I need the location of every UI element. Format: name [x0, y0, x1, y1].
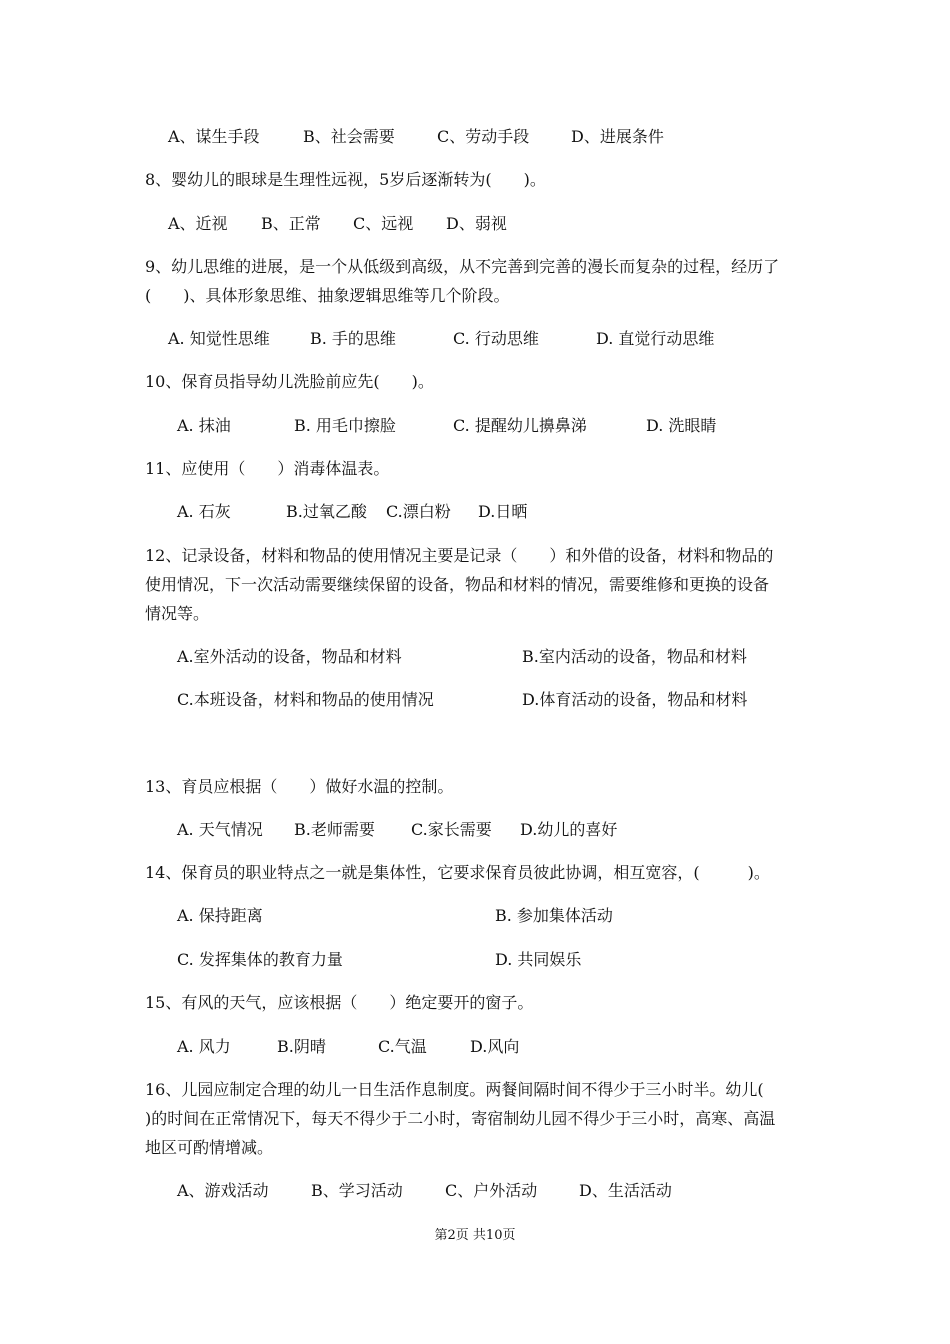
option-a: A. 知觉性思维 [168, 329, 270, 348]
question-stem-line-2: ( )、具体形象思维、抽象逻辑思维等几个阶段。 [145, 286, 510, 305]
option-a: A. 保持距离 [177, 906, 263, 925]
option-a: A、近视 [168, 214, 228, 233]
option-b: B.过氧乙酸 [286, 502, 367, 521]
option-a: A、游戏活动 [177, 1181, 269, 1200]
option-d: D. 洗眼睛 [646, 416, 717, 435]
question-stem-line-2: )的时间在正常情况下，每天不得少于二小时，寄宿制幼儿园不得少于三小时，高寒、高温 [145, 1109, 776, 1128]
option-c: C.本班设备，材料和物品的使用情况 [177, 690, 434, 709]
option-a: A.室外活动的设备，物品和材料 [177, 647, 402, 666]
option-c: C、远视 [353, 214, 414, 233]
option-d: D、进展条件 [571, 127, 664, 146]
option-b: B.老师需要 [294, 820, 375, 839]
option-b: B. 参加集体活动 [495, 906, 613, 925]
option-c: C. 行动思维 [453, 329, 539, 348]
option-b: B.阴晴 [277, 1037, 326, 1056]
question-stem-line-1: 16、儿园应制定合理的幼儿一日生活作息制度。两餐间隔时间不得少于三小时半。幼儿( [145, 1080, 764, 1099]
page-number-footer: 第2页 共10页 [434, 1228, 516, 1243]
option-d: D. 直觉行动思维 [596, 329, 715, 348]
option-b: B.室内活动的设备，物品和材料 [522, 647, 747, 666]
option-b: B、学习活动 [311, 1181, 403, 1200]
option-b: B、社会需要 [303, 127, 395, 146]
option-c: C.家长需要 [411, 820, 492, 839]
option-a: A. 天气情况 [177, 820, 263, 839]
option-b: B、正常 [261, 214, 321, 233]
option-d: D.幼儿的喜好 [520, 820, 618, 839]
option-a: A、谋生手段 [168, 127, 260, 146]
question-stem-line-3: 情况等。 [145, 604, 210, 623]
option-b: B. 用毛巾擦脸 [294, 416, 396, 435]
option-d: D. 共同娱乐 [495, 950, 582, 969]
option-c: C.气温 [378, 1037, 427, 1056]
question-stem-line-2: 使用情况，下一次活动需要继续保留的设备，物品和材料的情况，需要维修和更换的设备 [145, 575, 770, 594]
option-d: D.体育活动的设备，物品和材料 [522, 690, 748, 709]
option-a: A. 抹油 [177, 416, 231, 435]
option-c: C. 提醒幼儿擤鼻涕 [453, 416, 587, 435]
option-c: C.漂白粉 [386, 502, 451, 521]
question-stem: 15、有风的天气，应该根据（ ）绝定要开的窗子。 [145, 993, 534, 1012]
option-d: D、生活活动 [579, 1181, 672, 1200]
question-stem: 14、保育员的职业特点之一就是集体性，它要求保育员彼此协调，相互宽容，( )。 [145, 863, 770, 882]
option-c: C、劳动手段 [437, 127, 530, 146]
question-stem-line-1: 9、幼儿思维的进展，是一个从低级到高级，从不完善到完善的漫长而复杂的过程，经历了 [145, 257, 780, 276]
option-a: A. 风力 [177, 1037, 231, 1056]
option-a: A. 石灰 [177, 502, 231, 521]
question-stem: 8、婴幼儿的眼球是生理性远视，5岁后逐渐转为( )。 [145, 170, 546, 189]
question-stem-line-3: 地区可酌情增减。 [145, 1138, 274, 1157]
option-d: D.日晒 [478, 502, 528, 521]
question-stem-line-1: 12、记录设备，材料和物品的使用情况主要是记录（ ）和外借的设备，材料和物品的 [145, 546, 774, 565]
option-c: C、户外活动 [445, 1181, 538, 1200]
option-d: D、弱视 [446, 214, 507, 233]
option-d: D.风向 [470, 1037, 520, 1056]
question-stem: 13、育员应根据（ ）做好水温的控制。 [145, 777, 454, 796]
option-b: B. 手的思维 [310, 329, 396, 348]
option-c: C. 发挥集体的教育力量 [177, 950, 343, 969]
question-stem: 10、保育员指导幼儿洗脸前应先( )。 [145, 372, 434, 391]
question-stem: 11、应使用（ ）消毒体温表。 [145, 459, 390, 478]
